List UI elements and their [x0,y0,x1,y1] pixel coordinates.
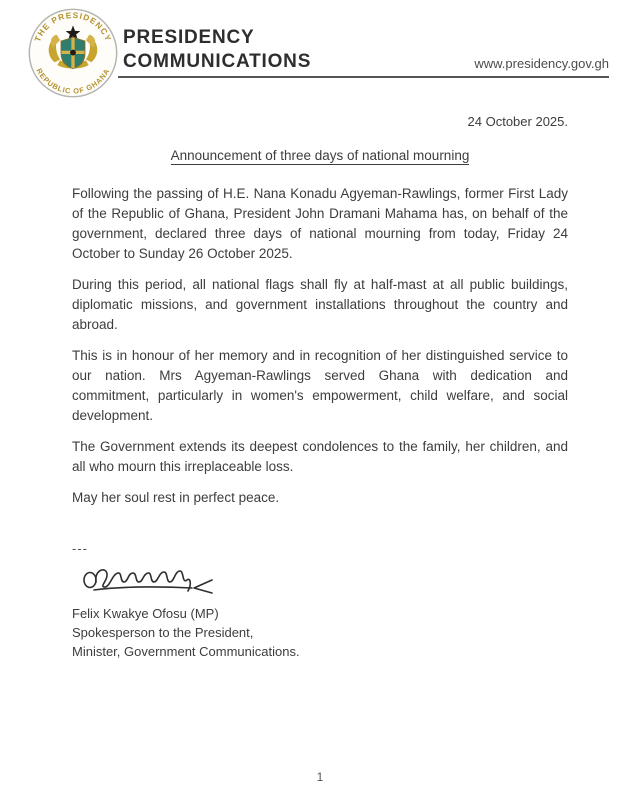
website-url: www.presidency.gov.gh [474,56,609,71]
paragraph: Following the passing of H.E. Nana Konadu Agyeman-Rawlings, former First Lady of the Republic of Ghana, President John Dramani Mahama has, on behalf of the government, declared three days of national mourning from today, Friday 24 October to Sunday 26 October 2025. [72,186,568,261]
org-name-line1: PRESIDENCY [123,27,255,48]
signature-separator: --- [72,541,88,556]
document-content [72,112,568,661]
document-title [72,146,568,166]
presidential-seal-icon [27,7,119,99]
page-number: 1 [316,770,324,784]
seal-bottom-text: REPUBLIC OF GHANA [34,66,112,96]
signature-image [80,558,230,600]
seal-top-text: THE PRESIDENCY [33,10,113,44]
document-title-text: Announcement of three days of national mourning [170,148,470,163]
paragraph: May her soul rest in perfect peace. [72,490,280,505]
document-date: 24 October 2025. [467,114,568,129]
org-name-line2: COMMUNICATIONS [123,51,312,72]
signer-name: Felix Kwakye Ofosu (MP) [72,606,219,621]
paragraph: The Government extends its deepest condolences to the family, her children, and all who mourn this irreplaceable loss. [72,439,568,474]
org-name [123,26,311,74]
signer-role-1: Spokesperson to the President, [72,625,254,640]
signer-role-2: Minister, Government Communications. [72,644,300,659]
paragraph: During this period, all national flags shall fly at half-mast at all public buildings, diplomatic missions, and government installations throughout the country and abroad. [72,277,568,332]
header-divider [118,76,609,78]
paragraph: This is in honour of her memory and in recognition of her distinguished service to our nation. Mrs Agyeman-Rawlings served Ghana with dedication and commitment, particularly in women's empowerment, child welfare, and social development. [72,348,568,423]
